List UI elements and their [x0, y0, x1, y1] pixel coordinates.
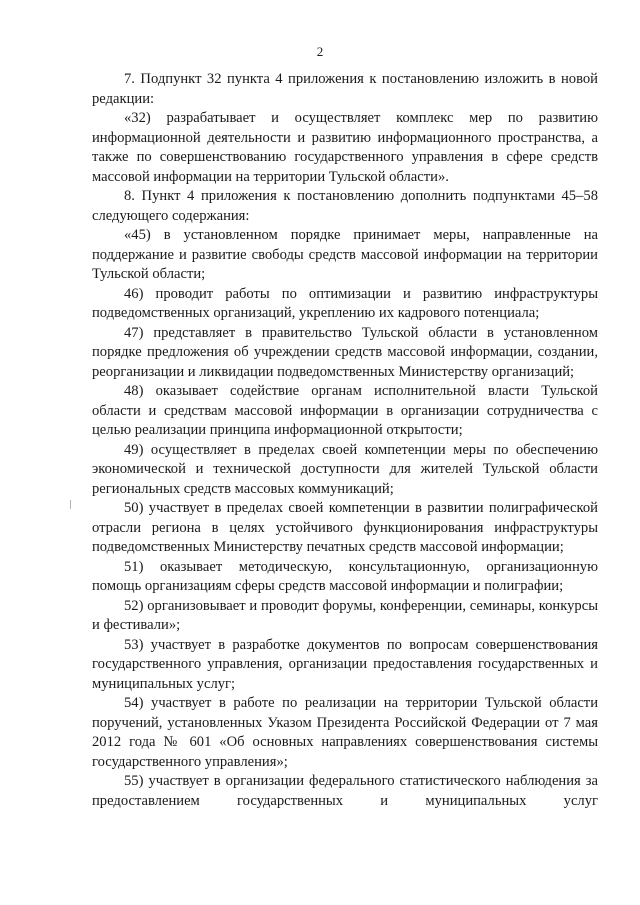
- paragraph-45: «45) в установленном порядке принимает меры, направленные на поддержание и развитие свободы средств массовой информации на территории Тульской области;: [92, 227, 598, 282]
- paragraph-48: 48) оказывает содействие органам исполнительной власти Тульской области и средствам массовой информации в организации сотрудничества с целью реализации принципа информационной открытости;: [92, 383, 598, 438]
- paragraph-49: 49) осуществляет в пределах своей компетенции меры по обеспечению экономической и технической доступности для жителей Тульской области региональных средств массовых коммуникаций;: [92, 441, 598, 497]
- paragraph-8: 8. Пункт 4 приложения к постановлению дополнить подпунктами 45–58 следующего содержания:: [92, 188, 598, 224]
- paragraph-46: 46) проводит работы по оптимизации и развитию инфраструктуры подведомственных организаций, укреплению их кадрового потенциала;: [92, 285, 598, 321]
- paragraph-52: 52) организовывает и проводит форумы, конференции, семинары, конкурсы и фестивали»;: [92, 597, 598, 633]
- paragraph-32: «32) разрабатывает и осуществляет комплекс мер по развитию информационной деятельности и развитию информационного пространства, а также по совершенствованию государственного управления в сфере средств массовой информации на территории Тульской области».: [92, 110, 598, 185]
- paragraph-53: 53) участвует в разработке документов по вопросам совершенствования государственного управления, организации предоставления государственных и муниципальных услуг;: [92, 636, 598, 692]
- paragraph-50: 50) участвует в пределах своей компетенции в развитии полиграфической отрасли региона в целях устойчивого функционирования инфраструктуры подведомственных Министерству печатных средств массовой информации;: [92, 500, 598, 555]
- paragraph-51: 51) оказывает методическую, консультационную, организационную помощь организациям сферы средств массовой информации и полиграфии;: [92, 558, 598, 594]
- paragraph-7: 7. Подпункт 32 пункта 4 приложения к постановлению изложить в новой редакции:: [92, 71, 598, 107]
- page-number: 2: [316, 44, 324, 59]
- paragraph-54: 54) участвует в работе по реализации на территории Тульской области поручений, установленных Указом Президента Российской Федерации от 7 мая 2012 года № 601 «Об основных направлениях совершенствования системы государственного управления»;: [92, 695, 598, 770]
- margin-mark: [70, 500, 71, 509]
- document-body: [92, 70, 598, 811]
- paragraph-55: 55) участвует в организации федерального статистического наблюдения за предоставлением государственных и муниципальных услуг: [92, 773, 598, 809]
- paragraph-47: 47) представляет в правительство Тульской области в установленном порядке предложения об учреждении средств массовой информации, создании, реорганизации и ликвидации подведомственных Министерству организаций;: [92, 324, 598, 380]
